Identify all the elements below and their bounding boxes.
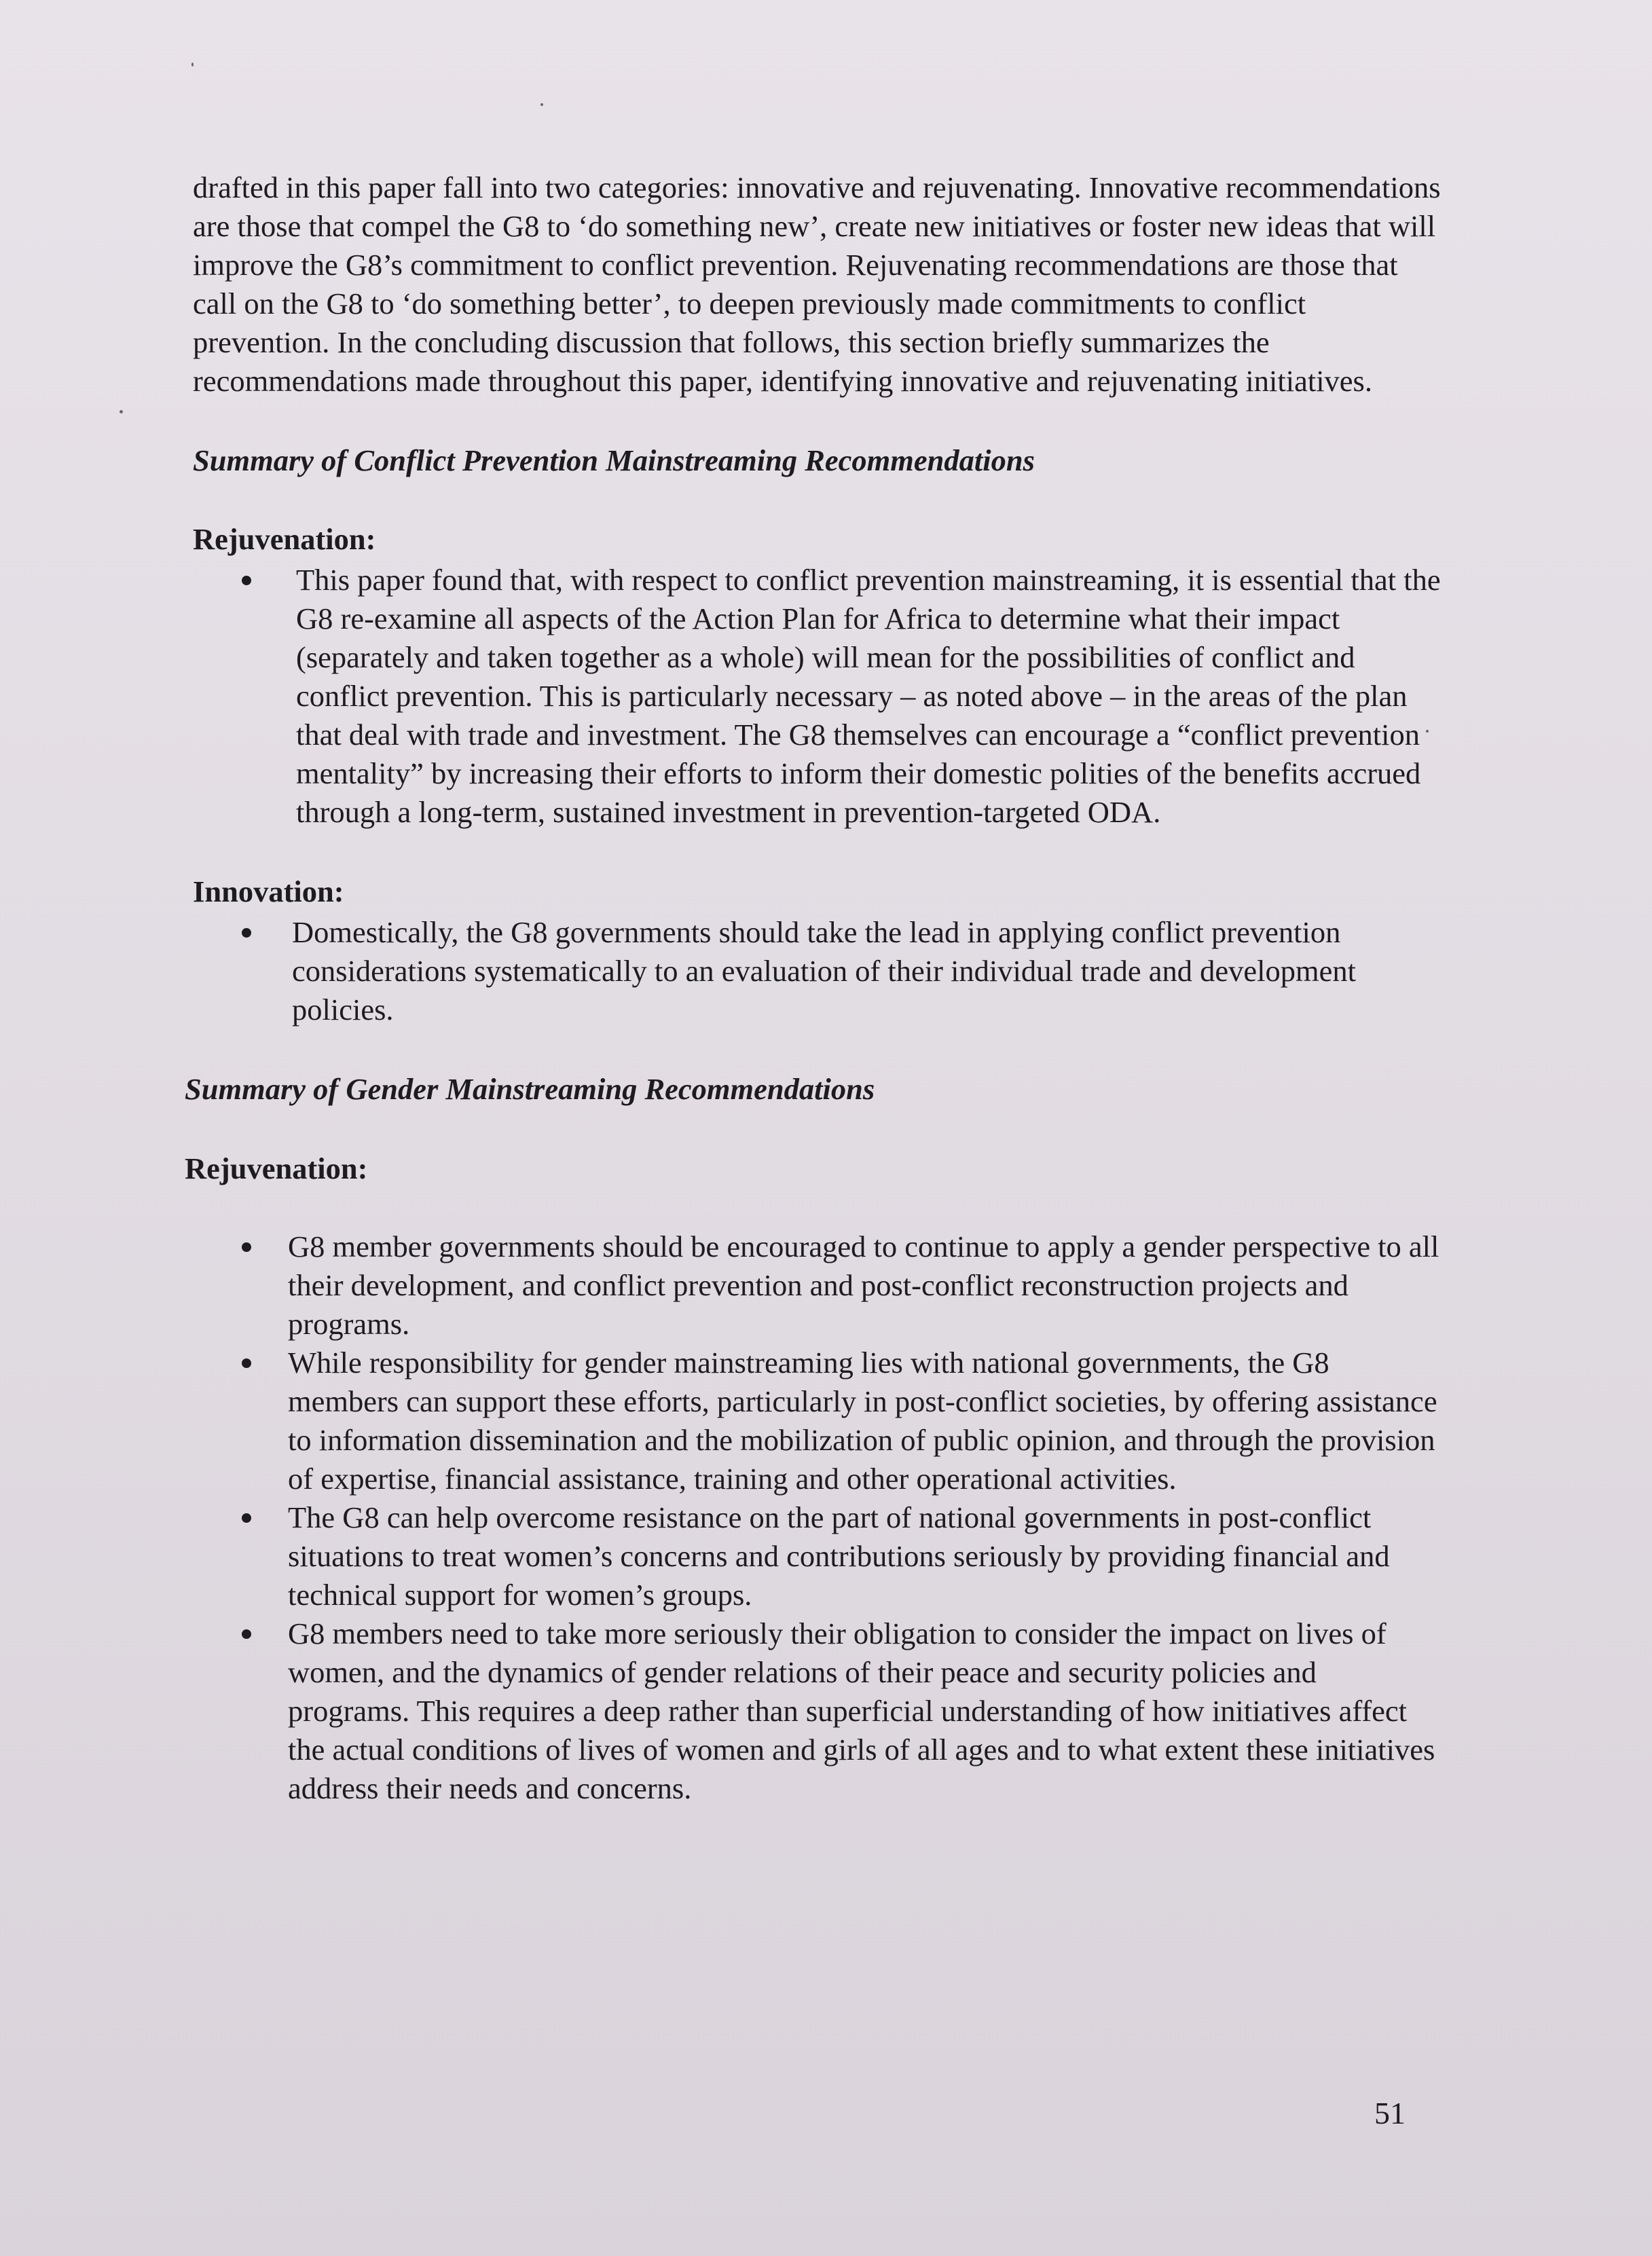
list-item [185, 1227, 1442, 1344]
section-heading-conflict-prevention: Summary of Conflict Prevention Mainstreaming Recommendations [193, 443, 1035, 477]
section-heading-gender-mainstreaming: Summary of Gender Mainstreaming Recommendations [185, 1072, 875, 1106]
group-label-rejuvenation: Rejuvenation: [193, 522, 376, 556]
list-item-text: While responsibility for gender mainstreaming lies with national governments, the G8 members can support these efforts, particularly in post-conflict societies, by offering assistance to information dissemination and the mobilization of public opinion, and through the provision of expertise, financial assistance, training and other operational activities. [288, 1346, 1437, 1496]
list-item-text: This paper found that, with respect to conflict prevention mainstreaming, it is essential that the G8 re-examine all aspects of the Action Plan for Africa to determine what their impact (separately and taken together as a whole) will mean for the possibilities of conflict and conflict prevention. This is particularly necessary – as noted above – in the areas of the plan that deal with trade and investment. The G8 themselves can encourage a “conflict prevention mentality” by increasing their efforts to inform their domestic polities of the benefits accrued through a long-term, sustained investment in prevention-targeted ODA. [296, 563, 1441, 829]
bullet-list [193, 561, 1442, 832]
group-label-rejuvenation: Rejuvenation: [185, 1151, 368, 1185]
list-item [193, 561, 1442, 832]
list-item [185, 1614, 1442, 1808]
list-item [185, 1498, 1442, 1614]
list-item [185, 1344, 1442, 1498]
bullet-icon [242, 1629, 251, 1639]
bullet-list [193, 913, 1442, 1029]
list-item-text: Domestically, the G8 governments should take the lead in applying conflict prevention considerations systematically to an evaluation of their individual trade and development policies. [292, 915, 1356, 1027]
group-label-innovation: Innovation: [193, 874, 344, 908]
list-item-text: G8 member governments should be encouraged to continue to apply a gender perspective to all their development, and conflict prevention and post-conflict reconstruction projects and programs. [288, 1229, 1439, 1341]
list-item-text: G8 members need to take more seriously their obligation to consider the impact on lives of women, and the dynamics of gender relations of their peace and security policies and programs. This requires a deep rather than superficial understanding of how initiatives affect the actual conditions of lives of women and girls of all ages and to what extent these initiatives address their needs and concerns. [288, 1616, 1435, 1805]
bullet-list [185, 1227, 1442, 1808]
bullet-icon [242, 928, 251, 938]
bullet-icon [242, 1513, 251, 1523]
bullet-icon [242, 1242, 251, 1252]
list-item-text: The G8 can help overcome resistance on the part of national governments in post-conflict situations to treat women’s concerns and contributions seriously by providing financial and technical support for women’s groups. [288, 1500, 1390, 1612]
list-item [193, 913, 1442, 1029]
bullet-icon [242, 576, 251, 585]
scan-speck [191, 62, 194, 67]
page-number: 51 [1374, 2096, 1406, 2130]
intro-paragraph: drafted in this paper fall into two categories: innovative and rejuvenating. Innovative recommendations are those that compel the G8 to ‘do something new’, create new initiatives or foster new ideas that will improve the G8’s commitment to conflict prevention. Rejuvenating recommendations are those that call on the G8 to ‘do something better’, to deepen previously made commitments to conflict prevention. In the concluding discussion that follows, this section briefly summarizes the recommendations made throughout this paper, identifying innovative and rejuvenating initiatives. [193, 170, 1441, 398]
scan-speck [540, 103, 543, 106]
bullet-icon [242, 1358, 251, 1368]
page-content [185, 168, 1442, 1808]
scan-speck [120, 410, 123, 413]
